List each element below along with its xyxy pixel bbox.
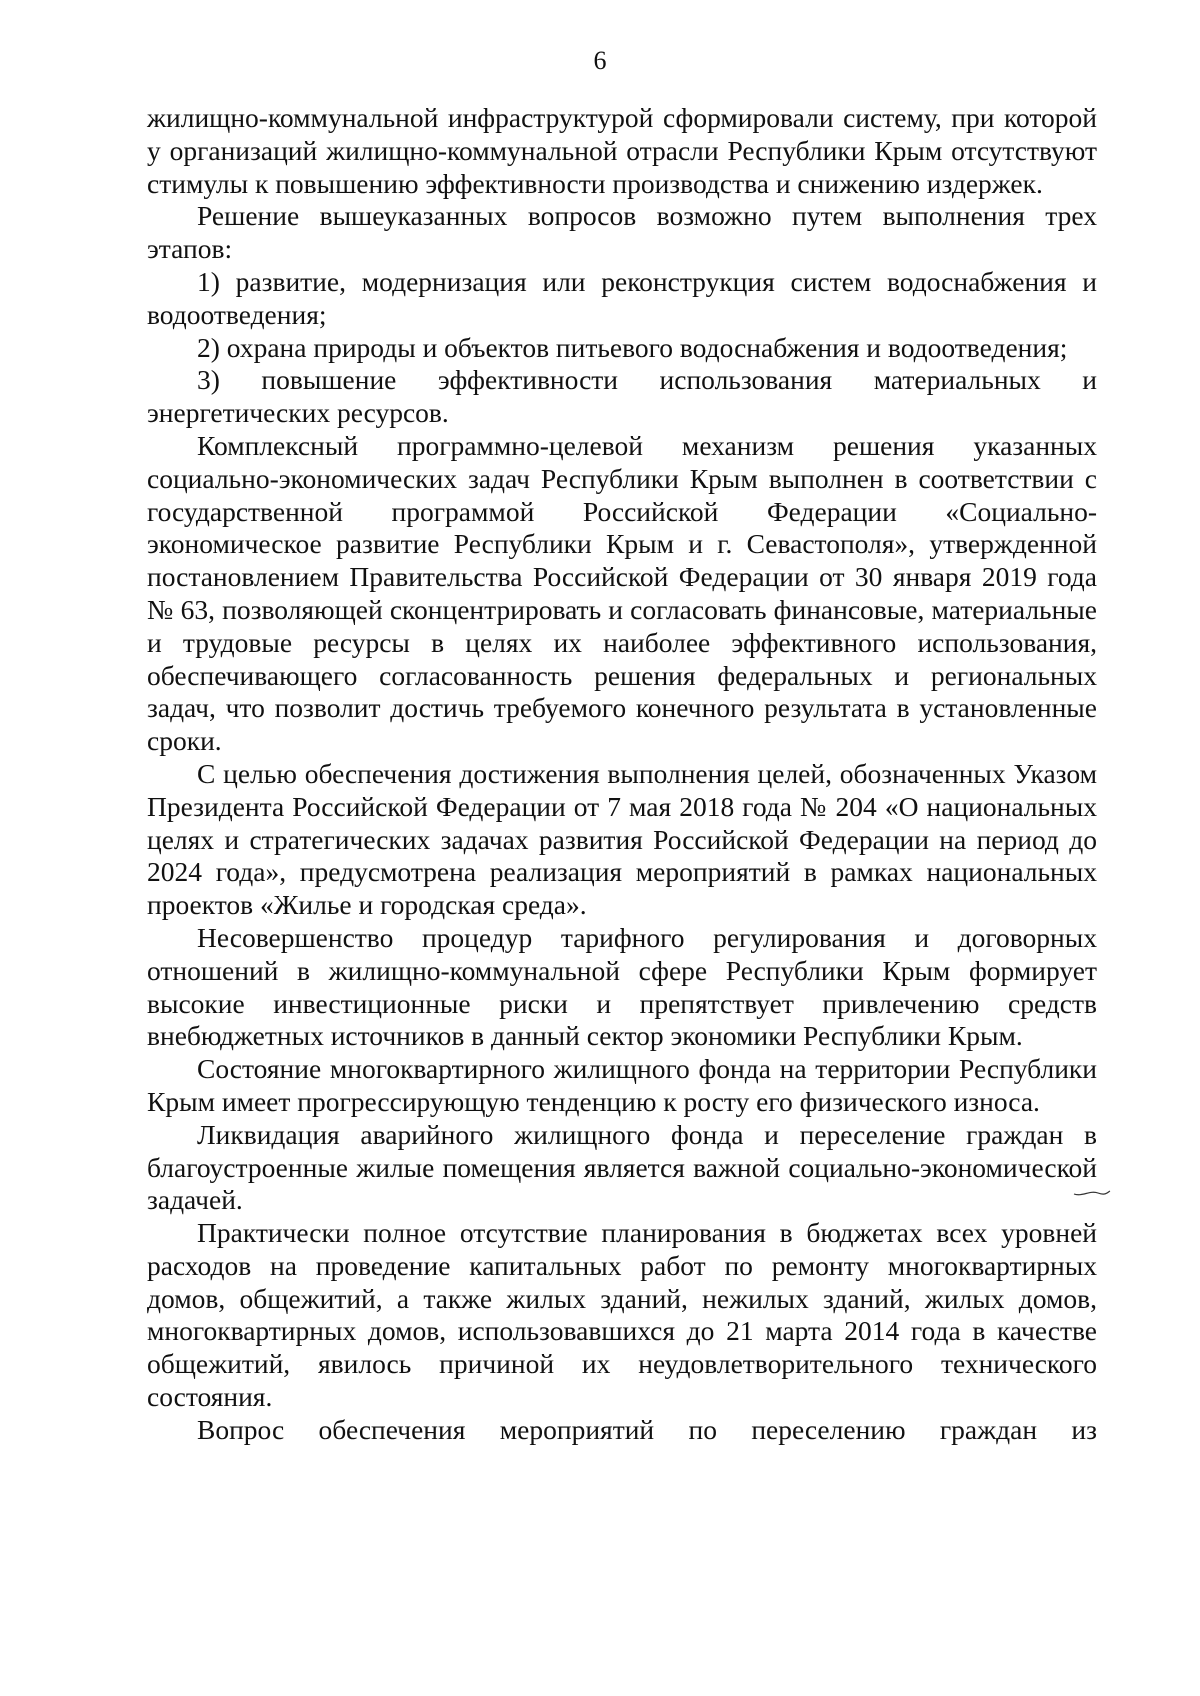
list-item-stage-1: 1) развитие, модернизация или реконструкция систем водоснабжения и водоотведения; <box>147 265 1097 330</box>
document-body <box>147 102 1097 1447</box>
list-item-stage-3: 3) повышение эффективности использования материальных и энергетических ресурсов. <box>147 364 1097 429</box>
paragraph-capital-repairs: Практически полное отсутствие планирования в бюджетах всех уровней расходов на проведение капитальных работ по ремонту многоквартирных домов, общежитий, а также жилых зданий, нежилых зданий, жилых домов, многоквартирных домов, использовавшихся до 21 марта 2014 года в качестве общежитий, явилось причиной их неудовлетворительного технического состояния. <box>147 1217 1097 1413</box>
paragraph-tariff-regulation: Несовершенство процедур тарифного регулирования и договорных отношений в жилищно-коммунальной сфере Республики Крым формирует высокие инвестиционные риски и препятствует привлечению средств внебюджетных источников в данный сектор экономики Республики Крым. <box>147 921 1097 1052</box>
list-item-stage-2: 2) охрана природы и объектов питьевого водоснабжения и водоотведения; <box>197 331 1068 363</box>
paragraph-housing-condition: Состояние многоквартирного жилищного фонда на территории Республики Крым имеет прогрессирующую тенденцию к росту его физического износа. <box>147 1053 1097 1117</box>
paragraph-emergency-housing: Ликвидация аварийного жилищного фонда и переселение граждан в благоустроенные жилые помещения является важной социально-экономической задачей. <box>147 1118 1097 1216</box>
page-number: 6 <box>593 46 607 75</box>
paragraph-continuation: жилищно-коммунальной инфраструктурой сформировали систему, при которой у организаций жилищно-коммунальной отрасли Республики Крым отсутствуют стимулы к повышению эффективности производства и снижению издержек. <box>147 102 1097 199</box>
paragraph-program-mechanism: Комплексный программно-целевой механизм решения указанных социально-экономических задач Республики Крым выполнен в соответствии с государственной программой Российской Федерации «Социально-экономическое развитие Республики Крым и г. Севастополя», утвержденной постановлением Правительства Российской Федерации от 30 января 2019 года № 63, позволяющей сконцентрировать и согласовать финансовые, материальные и трудовые ресурсы в целях их наиболее эффективного использования, обеспечивающего согласованность решения федеральных и региональных задач, что позволит достичь требуемого конечного результата в установленные сроки. <box>147 429 1097 757</box>
paragraph-national-goals: С целью обеспечения достижения выполнения целей, обозначенных Указом Президента Российской Федерации от 7 мая 2018 года № 204 «О национальных целях и стратегических задачах развития Российской Федерации на период до 2024 года», предусмотрена реализация мероприятий в рамках национальных проектов «Жилье и городская среда». <box>147 757 1097 921</box>
pen-mark-icon <box>1072 1186 1112 1198</box>
paragraph-solution-intro: Решение вышеуказанных вопросов возможно путем выполнения трех этапов: <box>147 200 1097 265</box>
paragraph-resettlement: Вопрос обеспечения мероприятий по переселению граждан из <box>197 1413 1097 1445</box>
